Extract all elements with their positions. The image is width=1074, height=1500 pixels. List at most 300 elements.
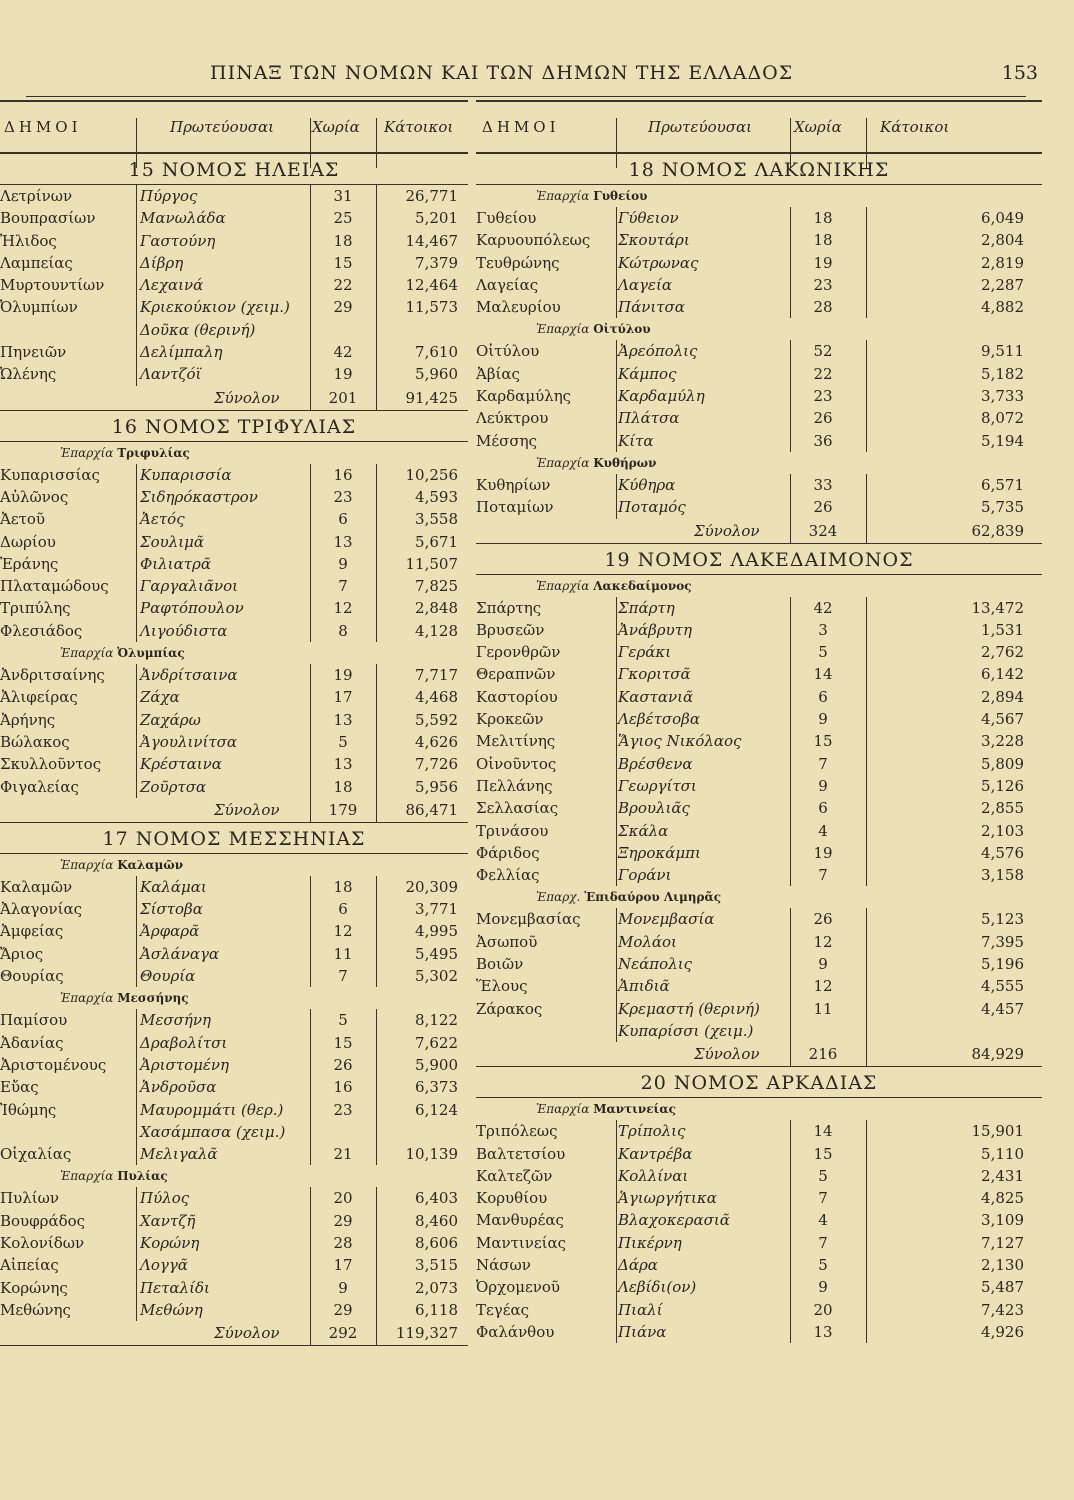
katoikoi-count: 4,457 — [981, 999, 1024, 1018]
column-divider — [136, 1121, 137, 1143]
column-divider — [866, 797, 867, 819]
katoikoi-count: 4,567 — [981, 710, 1024, 729]
column-divider — [376, 597, 377, 619]
nomos-title: 15 ΝΟΜΟΣ ΗΛΕΙΑΣ — [0, 154, 468, 185]
katoikoi-count: 5,126 — [981, 776, 1024, 795]
xoria-count: 28 — [333, 1233, 353, 1252]
column-divider — [136, 664, 137, 686]
xoria-count: 14 — [813, 1122, 833, 1141]
column-divider — [866, 753, 867, 775]
column-divider — [790, 1209, 791, 1231]
protevousa-name: Δίβρη — [140, 253, 184, 272]
dimos-name: Μονεμβασίας — [476, 910, 581, 929]
column-divider — [376, 207, 377, 229]
table-row — [0, 1143, 468, 1165]
katoikoi-count: 7,825 — [415, 577, 458, 596]
xoria-count: 29 — [333, 298, 353, 317]
dimos-name: Ἀλιφείρας — [0, 688, 78, 707]
column-divider — [790, 207, 791, 229]
table-row — [0, 664, 468, 686]
nomos-title: 19 ΝΟΜΟΣ ΛΑΚΕΔΑΙΜΟΝΟΣ — [476, 544, 1042, 575]
dimos-name: Ἀσωποῦ — [476, 932, 538, 951]
table-row — [0, 920, 468, 942]
dimos-name: Ἀδανίας — [0, 1033, 64, 1052]
dimos-name: Βουφράδος — [0, 1211, 86, 1230]
column-divider — [376, 386, 377, 410]
column-divider — [136, 464, 137, 486]
dimos-name: Ἀριστομένους — [0, 1055, 107, 1074]
column-divider — [866, 686, 867, 708]
column-divider — [790, 842, 791, 864]
katoikoi-count: 5,196 — [981, 955, 1024, 974]
column-divider — [866, 340, 867, 362]
protevousa-name: Κύθηρα — [618, 475, 676, 494]
column-divider — [790, 931, 791, 953]
dimos-name: Κολονίδων — [0, 1233, 85, 1252]
table-row — [0, 1232, 468, 1254]
column-divider — [310, 363, 311, 385]
table-row — [476, 252, 1042, 274]
column-divider — [866, 519, 867, 543]
xoria-count: 26 — [813, 409, 833, 428]
column-divider — [376, 1321, 377, 1345]
column-divider — [136, 1032, 137, 1054]
column-divider — [616, 1020, 617, 1042]
column-divider — [616, 1254, 617, 1276]
xoria-count: 33 — [813, 475, 833, 494]
katoikoi-count: 11,573 — [405, 298, 458, 317]
column-divider — [866, 1321, 867, 1343]
column-divider — [136, 965, 137, 987]
protevousa-name: Χαντζῆ — [140, 1211, 196, 1230]
protevousa-name: Κώτρωνας — [618, 253, 699, 272]
column-divider — [310, 1321, 311, 1345]
column-divider — [376, 553, 377, 575]
protevousa-name: Ἅγιος Νικόλαος — [618, 732, 742, 751]
table-row — [0, 319, 468, 341]
protevousa-name: Μολάοι — [618, 932, 677, 951]
column-divider — [376, 274, 377, 296]
eparchia-name: Μεσσήνης — [117, 991, 189, 1006]
dimos-name: Ἰθώμης — [0, 1100, 57, 1119]
xoria-count: 28 — [813, 298, 833, 317]
column-divider — [616, 775, 617, 797]
dimos-name: Φλεσιάδος — [0, 621, 83, 640]
xoria-count: 15 — [333, 253, 353, 272]
protevousa-name: Δραβολίτσι — [140, 1033, 228, 1052]
nomos-title: 17 ΝΟΜΟΣ ΜΕΣΣΗΝΙΑΣ — [0, 823, 468, 854]
column-divider — [136, 776, 137, 798]
dimos-name: Μαλευρίου — [476, 298, 561, 317]
protevousa-name: Ἀνδροῦσα — [140, 1078, 217, 1097]
nomos-title: 16 ΝΟΜΟΣ ΤΡΙΦΥΛΙΑΣ — [0, 411, 468, 442]
page-number: 153 — [1001, 62, 1038, 84]
xoria-count: 9 — [338, 1278, 348, 1297]
dimos-name: Ἀνδριτσαίνης — [0, 666, 105, 685]
katoikoi-count: 6,571 — [981, 475, 1024, 494]
table-row — [0, 1121, 468, 1143]
protevousa-name: Σουλιμᾶ — [140, 532, 205, 551]
xoria-count: 9 — [818, 710, 828, 729]
xoria-count: 22 — [333, 276, 353, 295]
xoria-count: 11 — [813, 999, 833, 1018]
dimos-name: Ἀρήνης — [0, 710, 56, 729]
column-divider — [376, 1009, 377, 1031]
column-divider — [866, 1276, 867, 1298]
column-divider — [616, 430, 617, 452]
column-divider — [310, 508, 311, 530]
total-label: Σύνολον — [214, 1324, 280, 1343]
xoria-count: 4 — [818, 821, 828, 840]
katoikoi-count: 2,130 — [981, 1255, 1024, 1274]
column-divider — [790, 708, 791, 730]
column-divider — [866, 663, 867, 685]
column-divider — [310, 731, 311, 753]
table-row — [476, 775, 1042, 797]
table-row — [0, 597, 468, 619]
total-katoikoi: 91,425 — [405, 388, 458, 407]
column-divider — [866, 1254, 867, 1276]
xoria-count: 22 — [813, 364, 833, 383]
katoikoi-count: 6,124 — [415, 1100, 458, 1119]
dimos-name: Παμίσου — [0, 1011, 68, 1030]
protevousa-name: Πύλος — [140, 1189, 190, 1208]
katoikoi-count: 5,487 — [981, 1278, 1024, 1297]
katoikoi-count: 4,576 — [981, 843, 1024, 862]
xoria-count: 12 — [813, 977, 833, 996]
table-row — [0, 1277, 468, 1299]
protevousa-name: Γεράκι — [618, 643, 672, 662]
table-row — [0, 1254, 468, 1276]
column-divider — [136, 1143, 137, 1165]
protevousa-name: Τρίπολις — [618, 1122, 686, 1141]
table-row — [0, 776, 468, 798]
column-divider — [866, 775, 867, 797]
eparchia-label: Ἐπαρχία — [536, 1102, 590, 1117]
eparchia-label: Ἐπαρχία — [536, 578, 590, 593]
katoikoi-count: 8,606 — [415, 1233, 458, 1252]
column-divider — [790, 519, 791, 543]
table-row — [0, 341, 468, 363]
katoikoi-count: 3,733 — [981, 387, 1024, 406]
column-divider — [866, 274, 867, 296]
dimos-name: Βοιῶν — [476, 955, 524, 974]
table-row — [0, 363, 468, 385]
column-divider — [866, 1165, 867, 1187]
dimos-name: Βώλακος — [0, 732, 70, 751]
xoria-count: 7 — [338, 577, 348, 596]
eparchia-heading — [0, 642, 468, 664]
column-divider — [866, 842, 867, 864]
column-divider — [616, 797, 617, 819]
column-divider — [790, 474, 791, 496]
dimos-name: Νάσων — [476, 1255, 531, 1274]
protevousa-name: Μεσσήνη — [140, 1011, 211, 1030]
dimos-name: Θουρίας — [0, 967, 64, 986]
table-row — [0, 531, 468, 553]
column-divider — [376, 876, 377, 898]
column-divider — [790, 274, 791, 296]
column-divider — [790, 730, 791, 752]
table-row — [0, 553, 468, 575]
column-divider — [376, 1099, 377, 1121]
protevousa-name: Πάνιτσα — [618, 298, 685, 317]
column-divider — [310, 1187, 311, 1209]
protevousa-name: Κορώνη — [140, 1233, 200, 1252]
dimos-name: Οἰτύλου — [476, 342, 540, 361]
dimos-name: Καλαμῶν — [0, 877, 73, 896]
table-row — [476, 296, 1042, 318]
header-xoria: Χωρία — [312, 118, 360, 136]
column-divider — [790, 753, 791, 775]
protevousa-name: Δάρα — [618, 1255, 658, 1274]
protevousa-name: Καρδαμύλη — [618, 387, 705, 406]
total-katoikoi: 62,839 — [971, 521, 1024, 540]
column-divider — [136, 252, 137, 274]
column-divider — [376, 252, 377, 274]
katoikoi-count: 4,825 — [981, 1189, 1024, 1208]
column-divider — [376, 319, 377, 341]
xoria-count: 42 — [333, 343, 353, 362]
dimos-name: Πυλίων — [0, 1189, 59, 1208]
column-divider — [310, 230, 311, 252]
column-header — [0, 100, 468, 154]
protevousa-name: Μαυρομμάτι (θερ.) — [140, 1100, 284, 1119]
katoikoi-count: 2,073 — [415, 1278, 458, 1297]
column-divider — [866, 385, 867, 407]
katoikoi-count: 5,960 — [415, 365, 458, 384]
total-xoria: 216 — [808, 1045, 838, 1064]
column-divider — [136, 898, 137, 920]
protevousa-name: Γαργαλιᾶνοι — [140, 577, 238, 596]
column-divider — [136, 920, 137, 942]
column-divider — [866, 1232, 867, 1254]
katoikoi-count: 3,228 — [981, 732, 1024, 751]
eparchia-label: Ἐπαρχία — [60, 1169, 114, 1184]
column-divider — [866, 363, 867, 385]
eparchia-name: Πυλίας — [117, 1169, 168, 1184]
katoikoi-count: 7,379 — [415, 253, 458, 272]
column-divider — [310, 1277, 311, 1299]
katoikoi-count: 5,110 — [981, 1144, 1024, 1163]
protevousa-name: Λιγούδιστα — [140, 621, 228, 640]
column-divider — [310, 876, 311, 898]
column-divider — [376, 1210, 377, 1232]
dimos-name: Αἰπείας — [0, 1256, 59, 1275]
xoria-count: 23 — [813, 387, 833, 406]
katoikoi-count: 5,809 — [981, 754, 1024, 773]
column-divider — [376, 620, 377, 642]
column-divider — [310, 965, 311, 987]
column-divider — [790, 1232, 791, 1254]
column-divider — [866, 730, 867, 752]
katoikoi-count: 5,671 — [415, 532, 458, 551]
header-protevousai: Πρωτεύουσαι — [170, 118, 274, 136]
table-row — [476, 474, 1042, 496]
column-divider — [136, 341, 137, 363]
column-divider — [790, 663, 791, 685]
column-divider — [616, 1143, 617, 1165]
column-divider — [376, 920, 377, 942]
column-divider — [376, 341, 377, 363]
eparchia-name: Ὀλυμπίας — [117, 646, 185, 661]
table-row — [476, 619, 1042, 641]
table-row — [476, 1254, 1042, 1276]
column-divider — [376, 709, 377, 731]
table-row — [476, 1165, 1042, 1187]
column-divider — [376, 296, 377, 318]
dimos-name: Πελλάνης — [476, 776, 553, 795]
protevousa-name: Πιαλί — [618, 1300, 663, 1319]
column-divider — [616, 842, 617, 864]
katoikoi-count: 10,256 — [405, 465, 458, 484]
column-divider — [136, 207, 137, 229]
eparchia-heading — [476, 185, 1042, 207]
table-row — [0, 1009, 468, 1031]
xoria-count: 6 — [338, 900, 348, 919]
column-divider — [310, 1099, 311, 1121]
dimos-name: Λετρίνων — [0, 187, 73, 205]
column-divider — [310, 274, 311, 296]
xoria-count: 36 — [813, 431, 833, 450]
page-title: ΠΙΝΑΞ ΤΩΝ ΝΟΜΩΝ ΚΑΙ ΤΩΝ ΔΗΜΩΝ ΤΗΣ ΕΛΛΑΔΟΣ — [210, 62, 794, 84]
protevousa-name: Μελιγαλᾶ — [140, 1145, 218, 1164]
column-divider — [136, 620, 137, 642]
table-row — [476, 1209, 1042, 1231]
protevousa-name: Βρέσθενα — [618, 754, 693, 773]
xoria-count: 16 — [333, 465, 353, 484]
column-divider — [136, 1099, 137, 1121]
katoikoi-count: 8,460 — [415, 1211, 458, 1230]
dimos-name: Τεγέας — [476, 1300, 530, 1319]
table-row — [0, 185, 468, 207]
column-divider — [616, 708, 617, 730]
dimos-name: Βρυσεῶν — [476, 620, 545, 639]
column-divider — [376, 486, 377, 508]
column-divider — [376, 464, 377, 486]
xoria-count: 6 — [338, 510, 348, 529]
protevousa-name: Δοῦκα (θερινή) — [140, 320, 256, 339]
protevousa-name: Κρέσταινα — [140, 755, 222, 774]
katoikoi-count: 26,771 — [405, 187, 458, 205]
column-divider — [790, 686, 791, 708]
katoikoi-count: 14,467 — [405, 231, 458, 250]
total-label: Σύνολον — [214, 388, 280, 407]
katoikoi-count: 3,515 — [415, 1256, 458, 1275]
column-divider — [376, 798, 377, 822]
column-divider — [136, 1299, 137, 1321]
katoikoi-count: 6,049 — [981, 209, 1024, 227]
column-divider — [376, 363, 377, 385]
protevousa-name: Πιάνα — [618, 1322, 667, 1341]
xoria-count: 21 — [333, 1145, 353, 1164]
table-row — [476, 953, 1042, 975]
column-divider — [310, 1299, 311, 1321]
column-divider — [790, 864, 791, 886]
xoria-count: 19 — [333, 365, 353, 384]
eparchia-label: Ἐπαρχία — [536, 322, 590, 337]
column-divider — [310, 575, 311, 597]
column-divider — [790, 1020, 791, 1042]
xoria-count: 17 — [333, 688, 353, 707]
katoikoi-count: 6,118 — [415, 1300, 458, 1319]
xoria-count: 12 — [813, 932, 833, 951]
table-row — [476, 931, 1042, 953]
table-row — [0, 508, 468, 530]
eparchia-label: Ἐπαρχ. — [536, 890, 581, 905]
table-row — [0, 575, 468, 597]
column-divider — [616, 1187, 617, 1209]
table-row — [0, 898, 468, 920]
eparchia-heading — [476, 1098, 1042, 1120]
katoikoi-count: 6,403 — [415, 1189, 458, 1208]
table-row — [476, 842, 1042, 864]
xoria-count: 29 — [333, 1300, 353, 1319]
dimos-name: Μελιτίνης — [476, 732, 556, 751]
column-divider — [790, 1143, 791, 1165]
protevousa-name: Ἀρεόπολις — [618, 342, 698, 361]
xoria-count: 42 — [813, 598, 833, 617]
column-divider — [616, 407, 617, 429]
column-divider — [136, 230, 137, 252]
dimos-name: Ἄριος — [0, 944, 44, 963]
header-katoikoi: Κάτοικοι — [880, 118, 950, 136]
dimos-name: Μεθώνης — [0, 1300, 71, 1319]
column-divider — [310, 207, 311, 229]
katoikoi-count: 2,894 — [981, 687, 1024, 706]
table-row — [0, 1032, 468, 1054]
dimos-name: Μέσσης — [476, 431, 537, 450]
column-divider — [310, 464, 311, 486]
xoria-count: 26 — [813, 498, 833, 517]
eparchia-heading — [0, 442, 468, 464]
column-divider — [310, 486, 311, 508]
column-divider — [376, 230, 377, 252]
column-divider — [866, 1042, 867, 1066]
katoikoi-count: 2,819 — [981, 253, 1024, 272]
xoria-count: 6 — [818, 799, 828, 818]
table-row — [0, 230, 468, 252]
column-divider — [790, 229, 791, 251]
dimos-name: Κυπαρισσίας — [0, 465, 100, 484]
column-divider — [866, 708, 867, 730]
dimos-name: Φελλίας — [476, 866, 540, 885]
protevousa-name: Σίστοβα — [140, 900, 203, 919]
column-divider — [790, 998, 791, 1020]
protevousa-name: Πλάτσα — [618, 409, 680, 428]
column-divider — [310, 620, 311, 642]
column-divider — [616, 686, 617, 708]
protevousa-name: Λαγεία — [618, 275, 672, 294]
column-divider — [866, 207, 867, 229]
column-divider — [136, 1054, 137, 1076]
katoikoi-count: 3,158 — [981, 866, 1024, 885]
dimos-name: Μανθυρέας — [476, 1211, 564, 1230]
xoria-count: 25 — [333, 209, 353, 228]
table-row — [476, 730, 1042, 752]
protevousa-name: Γεωργίτσι — [618, 776, 697, 795]
column-divider — [616, 1321, 617, 1343]
column-divider — [616, 340, 617, 362]
dimos-name: Γερονθρῶν — [476, 643, 561, 662]
dimos-name: Ἀμφείας — [0, 922, 64, 941]
column-divider — [310, 341, 311, 363]
column-divider — [790, 1120, 791, 1142]
protevousa-name: Λεβέτσοβα — [618, 710, 700, 729]
protevousa-name: Ζάχα — [140, 688, 180, 707]
column-divider — [136, 1076, 137, 1098]
column-divider — [866, 641, 867, 663]
